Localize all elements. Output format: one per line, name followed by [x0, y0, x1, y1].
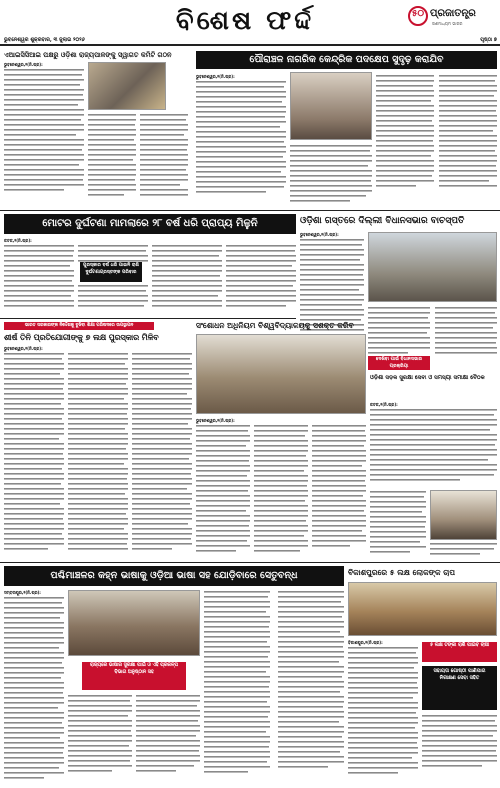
body-lower-right-b	[370, 490, 426, 560]
dateline-bottom-left: ସମ୍ବଲପୁର,୨(ନି.ପ୍ର):	[4, 590, 41, 595]
body-bottom-left-b	[68, 694, 200, 784]
text-lines	[204, 590, 344, 784]
body-bottom-left-a	[4, 596, 64, 784]
text-lines	[4, 244, 296, 316]
body-bottom-right	[348, 646, 418, 784]
headline-motor-accident: ମୋଟର ଦୁର୍ଘଟଣା ମାମଲାରେ ୨୮ ବର୍ଷ ଧରି ପ୍ରାପ୍ୟ ମିଳୁନି	[4, 214, 296, 234]
headline-road-safety: ଓଡ଼ିଶା ସଡ଼କ ସୁରକ୍ଷା ସେବା ଓ ସମସ୍ୟା ସମୀକ୍ଷା ବୈଠକ	[370, 375, 485, 381]
kicker-education: ଭାରତ ସରକାରଙ୍କ ନିର୍ଦ୍ଦେଶକୁ ବୁଝିବା ଶିକ୍ଷା ପରିଷଦରେ ଉପସ୍ଥାପନ	[4, 322, 154, 330]
text-lines	[430, 542, 497, 560]
body-top-right-a	[196, 80, 286, 206]
headline-delhi-speaker: ଓଡ଼ିଶା ଗସ୍ତରେ ଦିଲ୍ଲୀ ବିଧାନସଭାର ବାଚସ୍ପତି	[300, 216, 465, 226]
section-title: ବିଶେଷ ଫର୍ଦ୍ଦ	[175, 6, 315, 36]
body-lower-left	[4, 352, 192, 560]
body-top-right-c	[376, 74, 497, 206]
body-lower-right-a	[370, 408, 497, 488]
body-middle-left	[4, 244, 296, 316]
headline-urban-citizens: ପୌରାଞ୍ଚଳ ନାଗରିକ କେନ୍ଦ୍ରିକ ପଦକ୍ଷେପ ସୁଦୃଢ଼ କରାଯିବ	[196, 51, 497, 69]
text-lines	[376, 74, 497, 206]
headline-bikashpur: ବିକାଶପୁରରେ ୫ ଲକ୍ଷ ଲୋକଙ୍କ ଚାପ	[348, 568, 456, 577]
official-portrait-photo	[290, 72, 372, 140]
dateline-bottom-right: ବିକାଶପୁର,୨(ନି.ପ୍ର):	[348, 640, 383, 645]
text-lines	[290, 144, 372, 206]
text-lines	[196, 80, 286, 206]
callout-weather: ସହାୟତା ଗୋଷ୍ଠୀ ପାଣିପାଗ ନିରୀକ୍ଷଣ ସେବା ସହିତ	[422, 666, 497, 710]
logo-numeral: ୫୦	[411, 9, 425, 19]
callout-assembly: ଦେଖିବା ପାଇଁ ବିଧାନସଭାର ପ୍ରକ୍ରିୟା	[368, 356, 430, 370]
ceremony-photo	[348, 582, 497, 636]
text-lines	[4, 596, 64, 784]
text-lines	[422, 714, 497, 784]
body-lower-center	[196, 424, 366, 560]
headline-prize: ଶୀର୍ଷ ତିନି ପ୍ରତିଯୋଗୀଙ୍କୁ ୭ ଲକ୍ଷ ପୁରସ୍କାର ମିଳିବ	[4, 333, 159, 342]
body-bottom-left-c	[204, 590, 344, 784]
section-divider-3	[0, 562, 500, 563]
section-divider-2	[0, 318, 296, 319]
text-lines	[4, 68, 84, 206]
brand-logo	[408, 6, 498, 28]
body-bottom-right-b	[422, 714, 497, 784]
text-lines	[348, 646, 418, 784]
callout-farmers: ୫ ଲକ୍ଷ ଟଙ୍କା ରାଶି ପାଇବ ଚାଷୀ	[422, 642, 497, 662]
section-divider-1	[0, 210, 500, 211]
dateline-top-left: ଭୁବନେଶ୍ୱର,୨(ନି.ପ୍ର):	[4, 62, 43, 67]
text-lines	[370, 490, 426, 560]
text-lines	[196, 424, 366, 560]
headline-university-act: ସଂଶୋଧନ ଅଧିନିୟମ ବିଶ୍ୱବିଦ୍ୟାଳୟକୁ ସଶକ୍ତ କରିବ	[196, 321, 354, 330]
text-lines	[370, 408, 497, 488]
dateline-lower-left: ଭୁବନେଶ୍ୱର,୨(ନି.ପ୍ର):	[4, 346, 43, 351]
dateline-middle-left: କଟକ,୨(ନି.ପ୍ର):	[4, 238, 32, 243]
delegation-photo	[368, 232, 497, 302]
text-lines	[4, 352, 192, 560]
headline-kahna-language: ପଶ୍ଚିମାଞ୍ଚଳର କହ୍ନ ଭାଷାକୁ ଓଡ଼ିଆ ଭାଷା ସହ ଯୋଡ଼ିବାରେ ସେତୁବନ୍ଧ	[4, 566, 344, 586]
body-top-left	[4, 68, 84, 206]
text-lines	[68, 694, 200, 784]
book-launch-photo	[68, 590, 200, 656]
dateline-middle-right: ଭୁବନେଶ୍ୱର,୨(ନି.ପ୍ର):	[300, 232, 339, 237]
headline-governor-committee: ଏଆଇସିସିଆଇ ପକ୍ଷରୁ ଓଡ଼ିଶା ରାଜ୍ୟପାଳଙ୍କୁ ସ୍ୱାଗତ କମିଟି ଗଠନ	[4, 51, 172, 59]
body-top-right-b	[290, 144, 372, 206]
text-lines	[88, 113, 188, 208]
dateline-lower-center: ଭୁବନେଶ୍ୱର,୨(ନି.ପ୍ର):	[196, 418, 235, 423]
callout-language: ରାଜ୍ୟରେ ଭାଷାର ସୁରକ୍ଷା ପାଇଁ ଓ ଏହି ପ୍ରକଳ୍ପ ବିଭାଗ ଅନୁଷ୍ଠାନ ସହ	[82, 662, 186, 690]
dateline-top-right: ଭୁବନେଶ୍ୱର,୨(ନି.ପ୍ର):	[196, 74, 235, 79]
page-label: ପୃଷ୍ଠା ୭	[480, 37, 497, 43]
officer-portrait-photo	[430, 490, 497, 540]
masthead-rule	[0, 44, 500, 46]
callout-accident: ପୁରସ୍କାର ବର୍ଷ ଧରି ପାଇନି ରାଶି ଦୁର୍ଘଟଣାଗ୍ରସ୍ତଙ୍କ ପରିବାର	[80, 262, 142, 282]
dateline-lower-right: କଟକ,୨(ନି.ପ୍ର):	[370, 402, 398, 407]
masthead	[0, 0, 500, 50]
brand-tag: ଗଣମାଧ୍ୟମ ଭାଗର	[432, 21, 463, 26]
date-line: ଭୁବନେଶ୍ୱର ଶୁକ୍ରବାର, ୩ ଜୁଲାଇ ୨୦୨୬	[4, 37, 85, 43]
brand-name: ପ୍ରଜାତନ୍ତ୍ର	[430, 8, 476, 19]
building-photo	[88, 62, 166, 110]
body-lower-right-c	[430, 542, 497, 560]
meeting-photo	[196, 334, 366, 414]
body-top-left-2	[88, 113, 188, 208]
